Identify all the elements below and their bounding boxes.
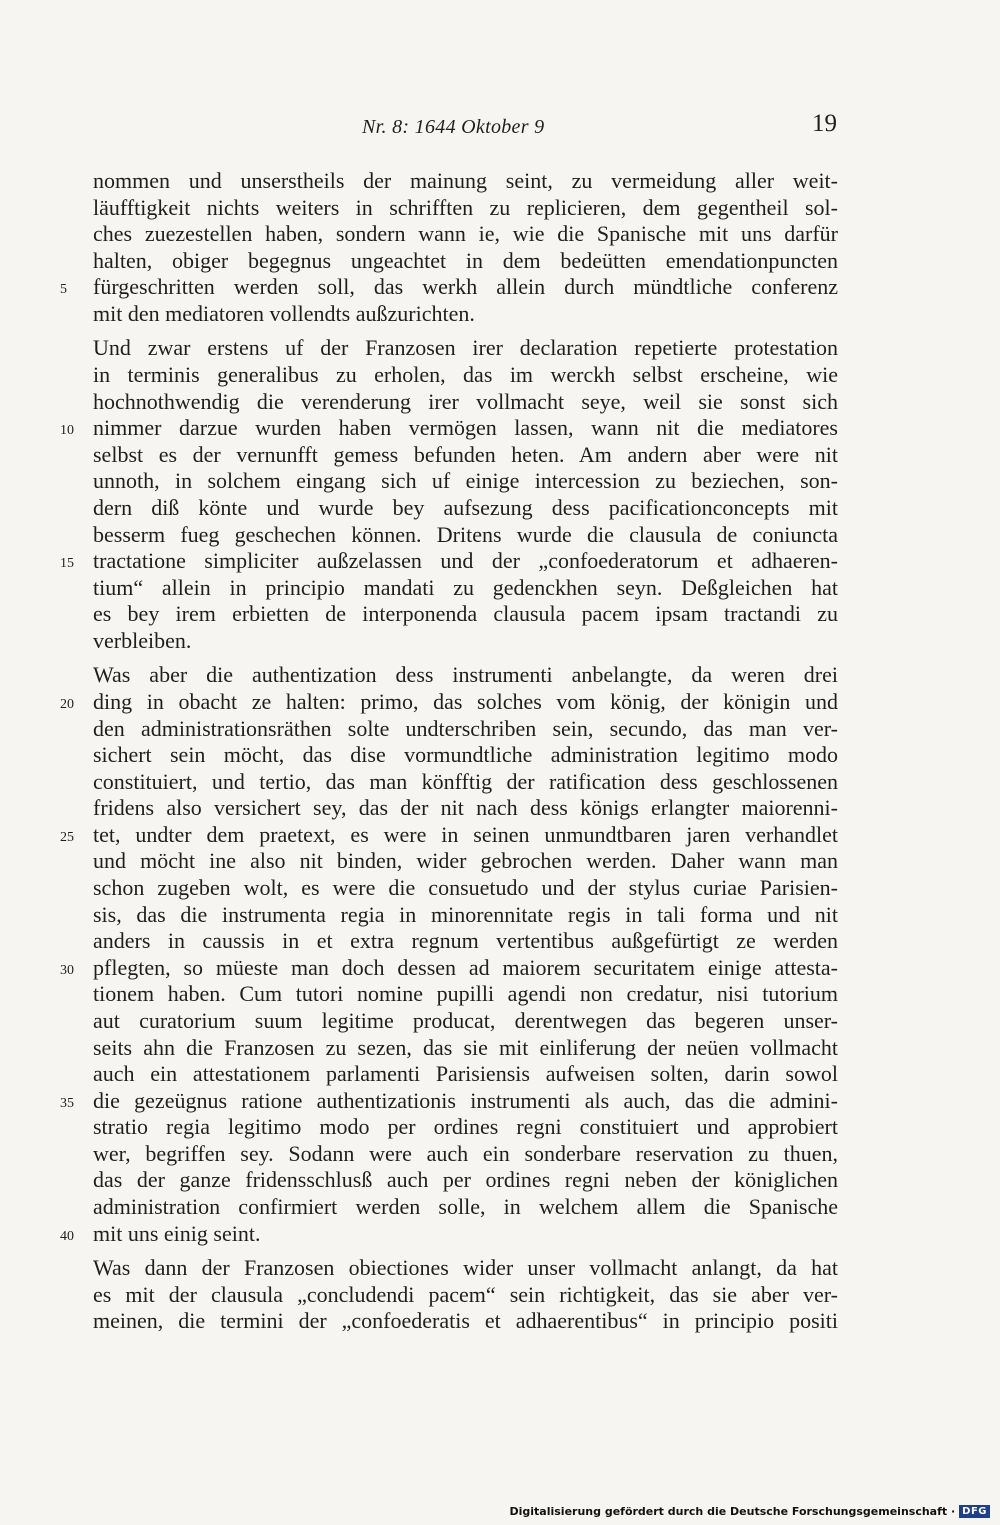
line-number: 25: [60, 829, 74, 845]
line-text: den administrationsräthen solte undterschriben sein, secundo, das man ver-: [93, 715, 838, 741]
text-line: [93, 1141, 853, 1168]
line-number: 30: [60, 962, 74, 978]
text-line: [93, 335, 853, 362]
text-line: [93, 221, 853, 248]
line-text: Und zwar erstens uf der Franzosen irer declaration repetierte protestation: [93, 335, 838, 361]
text-line: [93, 848, 853, 875]
line-text: dern diß könte und wurde bey aufsezung dess pacificationconcepts mit: [93, 494, 838, 520]
text-line: [93, 928, 853, 955]
text-line: [93, 716, 853, 743]
line-text: mit uns einig seint.: [93, 1220, 261, 1246]
text-line: [93, 195, 853, 222]
digitization-credit: [509, 1503, 990, 1519]
line-text: auch ein attestationem parlamenti Parisiensis aufweisen solten, darin sowol: [93, 1061, 838, 1087]
line-text: tractatione simpliciter außzelassen und der „confoederatorum et adhaeren-: [93, 548, 838, 574]
text-line: [93, 389, 853, 416]
line-text: tet, undter dem praetext, es were in seinen unmundtbaren jaren verhandlet: [93, 821, 838, 847]
line-text: besserm fueg geschechen können. Dritens wurde die clausula de coniuncta: [93, 521, 838, 547]
running-title: Nr. 8: 1644 Oktober 9: [362, 116, 545, 138]
line-text: nimmer darzue wurden haben vermögen lassen, wann nit die mediatores: [93, 415, 838, 441]
line-text: meinen, die termini der „confoederatis et adhaerentibus“ in principio positi: [93, 1308, 838, 1334]
line-text: seits ahn die Franzosen zu sezen, das sie mit einliferung der neüen vollmacht: [93, 1034, 838, 1060]
text-line: [60, 274, 853, 301]
line-text: wer, begriffen sey. Sodann were auch ein sonderbare reservation zu thuen,: [93, 1140, 838, 1166]
line-text: nommen und unserstheils der mainung seint, zu vermeidung aller weit-: [93, 168, 838, 193]
line-text: mit den mediatoren vollendts außzurichten.: [93, 300, 475, 326]
line-text: es mit der clausula „concludendi pacem“ sein richtigkeit, das sie aber ver-: [93, 1281, 838, 1307]
line-text: hochnothwendig die verenderung irer vollmacht seye, weil sie sonst sich: [93, 388, 838, 414]
text-line: [93, 442, 853, 469]
line-text: stratio regia legitimo modo per ordines regni constituiert und approbiert: [93, 1114, 838, 1140]
line-text: in terminis generalibus zu erholen, das im werckh selbst erscheine, wie: [93, 362, 838, 388]
text-line: [93, 628, 853, 655]
line-text: constituiert, und tertio, das man könfftig der ratification dess geschlossenen: [93, 768, 838, 794]
text-line: [60, 1220, 853, 1248]
line-text: halten, obiger begegnus ungeachtet in dem bedeütten emendationpuncten: [93, 247, 838, 273]
text-line: [93, 1061, 853, 1088]
text-line: [93, 769, 853, 796]
line-text: tionem haben. Cum tutori nomine pupilli agendi non credatur, nisi tutorium: [93, 981, 838, 1007]
text-line: [93, 1114, 853, 1141]
text-line: [60, 1087, 853, 1115]
line-text: pflegten, so müeste man doch dessen ad maiorem securitatem einige attesta-: [93, 954, 838, 980]
line-text: sis, das die instrumenta regia in minorennitate regis in tali forma und nit: [93, 901, 838, 927]
text-line: [93, 575, 853, 602]
line-text: anders in caussis in et extra regnum vertentibus außgefürtigt ze werden: [93, 928, 838, 954]
line-text: selbst es der vernunfft gemess befunden heten. Am andern aber were nit: [93, 441, 838, 467]
text-line: [93, 248, 853, 275]
text-line: [93, 981, 853, 1008]
line-number: 40: [60, 1228, 74, 1244]
text-line: [93, 601, 853, 628]
line-text: verbleiben.: [93, 627, 192, 653]
dfg-logo: DFG: [959, 1505, 990, 1518]
text-line: [93, 495, 853, 522]
text-line: [93, 301, 853, 328]
line-text: Was dann der Franzosen obiectiones wider unser vollmacht anlangt, da hat: [93, 1255, 838, 1281]
text-line: [93, 1255, 853, 1282]
text-line: [60, 821, 853, 849]
text-line: [93, 1194, 853, 1221]
line-number: 35: [60, 1095, 74, 1111]
line-text: die gezeügnus ratione authentizationis instrumenti als auch, das die admini-: [93, 1087, 838, 1113]
body-text: [60, 168, 853, 1335]
line-text: fürgeschritten werden soll, das werkh allein durch mündtliche conferenz: [93, 274, 838, 300]
line-text: Was aber die authentization dess instrumenti anbelangte, da weren drei: [93, 662, 838, 688]
text-line: [93, 1308, 853, 1335]
line-text: fridens also versichert sey, das der nit nach dess königs erlangter maiorenni-: [93, 795, 838, 821]
text-line: [93, 795, 853, 822]
text-line: [93, 168, 853, 195]
text-line: [93, 1008, 853, 1035]
text-line: [60, 954, 853, 982]
line-text: es bey irem erbietten de interponenda clausula pacem ipsam tractandi zu: [93, 601, 838, 627]
line-number: 15: [60, 556, 74, 572]
line-text: das der ganze fridensschlusß auch per ordines regni neben der königlichen: [93, 1167, 838, 1193]
line-number: 10: [60, 423, 74, 439]
text-line: [93, 1282, 853, 1309]
line-text: administration confirmiert werden solle, in welchem allem die Spanische: [93, 1193, 838, 1219]
text-line: [93, 875, 853, 902]
text-line: [93, 1035, 853, 1062]
line-text: und möcht ine also nit binden, wider gebrochen werden. Daher wann man: [93, 848, 838, 874]
text-line: [60, 415, 853, 442]
running-head: [0, 110, 1000, 140]
text-line: [93, 522, 853, 549]
text-line: [93, 742, 853, 769]
text-line: [93, 902, 853, 929]
page-number: 19: [812, 110, 837, 137]
line-text: tium“ allein in principio mandati zu gedenckhen seyn. Deßgleichen hat: [93, 574, 838, 600]
credit-text: Digitalisierung gefördert durch die Deutsche Forschungsgemeinschaft ·: [509, 1504, 956, 1518]
line-text: aut curatorium suum legitime producat, derentwegen das begeren unser-: [93, 1007, 838, 1033]
text-line: [60, 548, 853, 575]
line-text: läufftigkeit nichts weiters in schrifften zu replicieren, dem gegentheil sol-: [93, 194, 838, 220]
line-number: 5: [60, 282, 67, 298]
line-number: 20: [60, 696, 74, 712]
line-text: unnoth, in solchem eingang sich uf einige intercession zu beziechen, son-: [93, 468, 838, 494]
line-text: ches zuezestellen haben, sondern wann ie, wie die Spanische mit uns darfür: [93, 221, 838, 247]
text-line: [93, 1167, 853, 1194]
line-text: ding in obacht ze halten: primo, das solches vom könig, der königin und: [93, 688, 838, 714]
text-line: [93, 362, 853, 389]
text-line: [93, 468, 853, 495]
text-line: [93, 662, 853, 689]
line-text: sichert sein möcht, das dise vormundtliche administration legitimo modo: [93, 742, 838, 768]
line-text: schon zugeben wolt, es were die consuetudo und der stylus curiae Parisien-: [93, 875, 838, 901]
text-line: [60, 688, 853, 716]
